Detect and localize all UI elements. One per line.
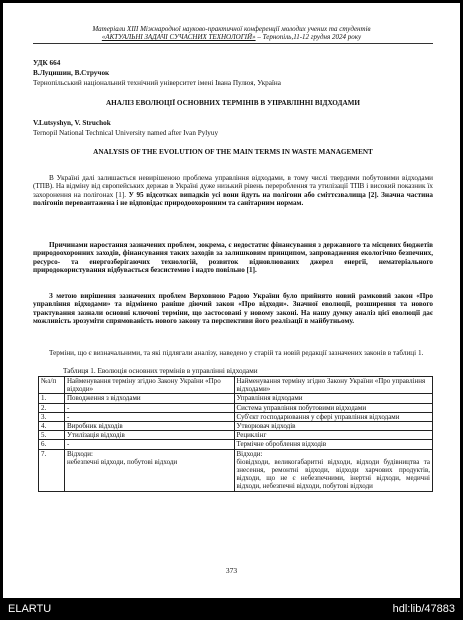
table-cell: Відходи: небезпечні відходи, побутові відходи	[64, 449, 234, 491]
header-rule	[33, 43, 433, 44]
table-cell: Утилізація відходів	[64, 431, 234, 440]
paragraph-1-text: В Україні далі залишається невирішеною проблема управління відходами, в тому числі твердими побутовими відходами (ТПВ). На відміну від європейських держав в Україні дуже низький рівень перероблення та утилізації ТПВ і високий показник їх захоронення на полігонах [1].	[33, 174, 433, 199]
table-row	[39, 403, 433, 412]
table-cell: Суб'єкт господарювання у сфері управління відходами	[234, 412, 433, 421]
udc-code: УДК 664	[33, 59, 61, 67]
table-cell: Утворювач відходів	[234, 422, 433, 431]
table-cell: Рециклінг	[234, 431, 433, 440]
table-row	[39, 422, 433, 431]
table-cell: Управління відходами	[234, 394, 433, 403]
paper-page	[3, 3, 460, 598]
paragraph-2: Причинами наростання зазначених проблем, зокрема, є недостатнє фінансування з державного та місцевих бюджетів природоохоронних заходів, фінансування таких заходів за залишковим принципом, запровадження екологічно безпечних, ресурсо- та енергозберігаючих технологій, розвиток відновлюваних джерел енергії, нематеріального природокористування відбувається безсистемно і надто повільно [1].	[33, 241, 433, 275]
repository-name: ELARTU	[8, 603, 52, 615]
paragraph-1-bold: У 95 відсоткax випадків усі вони йдуть на полігони або сміттєзвалища [2]. Значна частина полігонів перевантажена і не відповідає природоохоронним та санітарним нормам.	[33, 190, 433, 208]
table-row	[39, 431, 433, 440]
table-header-cell: Найменування терміну згідно Закону України «Про відходи»	[64, 377, 234, 394]
table-cell: 2.	[39, 403, 65, 412]
table-cell: 6.	[39, 440, 65, 449]
paragraph-3: З метою вирішення зазначених проблем Верховною Радою України було прийнято новий рамковий закон «Про управління відходами» та відмінено раніше діючий закон «Про відходи». Значної еволюції, розширення та нового трактування зазнали основні ключові терміни, що застосовані у новому законі. На нашу думку аналіз цієї еволюції дає можливість зрозуміти спрямованість нового закону та перспективи його реалізації в майбутньому.	[33, 292, 433, 326]
authors-ua: В.Луцишин, В.Стручок	[33, 69, 110, 77]
table-cell: 7.	[39, 449, 65, 491]
repository-footer	[0, 600, 463, 620]
title-ua: АНАЛІЗ ЕВОЛЮЦІЇ ОСНОВНИХ ТЕРМІНІВ В УПРАВЛІННІ ВІДХОДАМИ	[105, 99, 361, 107]
table-row	[39, 394, 433, 403]
table-header-cell: №з/п	[39, 377, 65, 394]
conference-header	[3, 25, 460, 41]
table-row	[39, 449, 433, 491]
table-cell: -	[64, 403, 234, 412]
table-cell: -	[64, 440, 234, 449]
table-header-row	[39, 377, 433, 394]
table-caption: Таблиця 1. Еволюція основних термінів в управлінні відходами	[63, 367, 258, 375]
table-cell: 3.	[39, 412, 65, 421]
title-en: ANALYSIS OF THE EVOLUTION OF THE MAIN TERMS IN WASTE MANAGEMENT	[93, 148, 373, 156]
table-row	[39, 412, 433, 421]
paragraph-4: Терміни, що є визначальними, та які підлягали аналізу, наведено у старій та новій редакції зазначених законів в таблиці 1.	[49, 349, 424, 357]
table-cell: 4.	[39, 422, 65, 431]
table-cell: Система управління побутовими відходами	[234, 403, 433, 412]
paragraph-1	[33, 174, 433, 208]
table-cell: Поводження з відходами	[64, 394, 234, 403]
table-cell: 5.	[39, 431, 65, 440]
affiliation-en: Ternopil National Technical University named after Ivan Pylyuy	[33, 129, 219, 137]
authors-en: V.Lutsyshyn, V. Struchok	[33, 119, 111, 127]
page-number: 373	[225, 566, 238, 575]
affiliation-ua: Тернопільський національний технічний університет імені Івана Пулюя, Україна	[33, 79, 281, 87]
handle-link[interactable]: hdl:lib/47883	[392, 603, 455, 615]
table-cell: Виробник відходів	[64, 422, 234, 431]
header-line-1: Матеріали ХІІІ Міжнародної науково-практичної конференції молодих учених та студентів	[92, 25, 371, 33]
table-row	[39, 440, 433, 449]
terms-table	[38, 376, 433, 492]
table-cell: Термічне оброблення відходів	[234, 440, 433, 449]
table-header-cell: Найменування терміну згідно Закону України «Про управління відходами»	[234, 377, 433, 394]
table-cell: -	[64, 412, 234, 421]
table-cell: Відходи: біовідходи, великогабаритні відходи, відходи будівництва та знесення, ремонтні відходи, відходи харчових продуктів, відходи, що не є небезпечними, інертні відходи, медичні відходи, небезпечні відходи, побутові відходи	[234, 449, 433, 491]
table-cell: 1.	[39, 394, 65, 403]
header-place-date: – Тернопіль,11-12 грудня 2024 року	[255, 33, 362, 41]
header-conference-name: «АКТУАЛЬНІ ЗАДАЧІ СУЧАСНИХ ТЕХНОЛОГІЙ»	[101, 33, 256, 41]
